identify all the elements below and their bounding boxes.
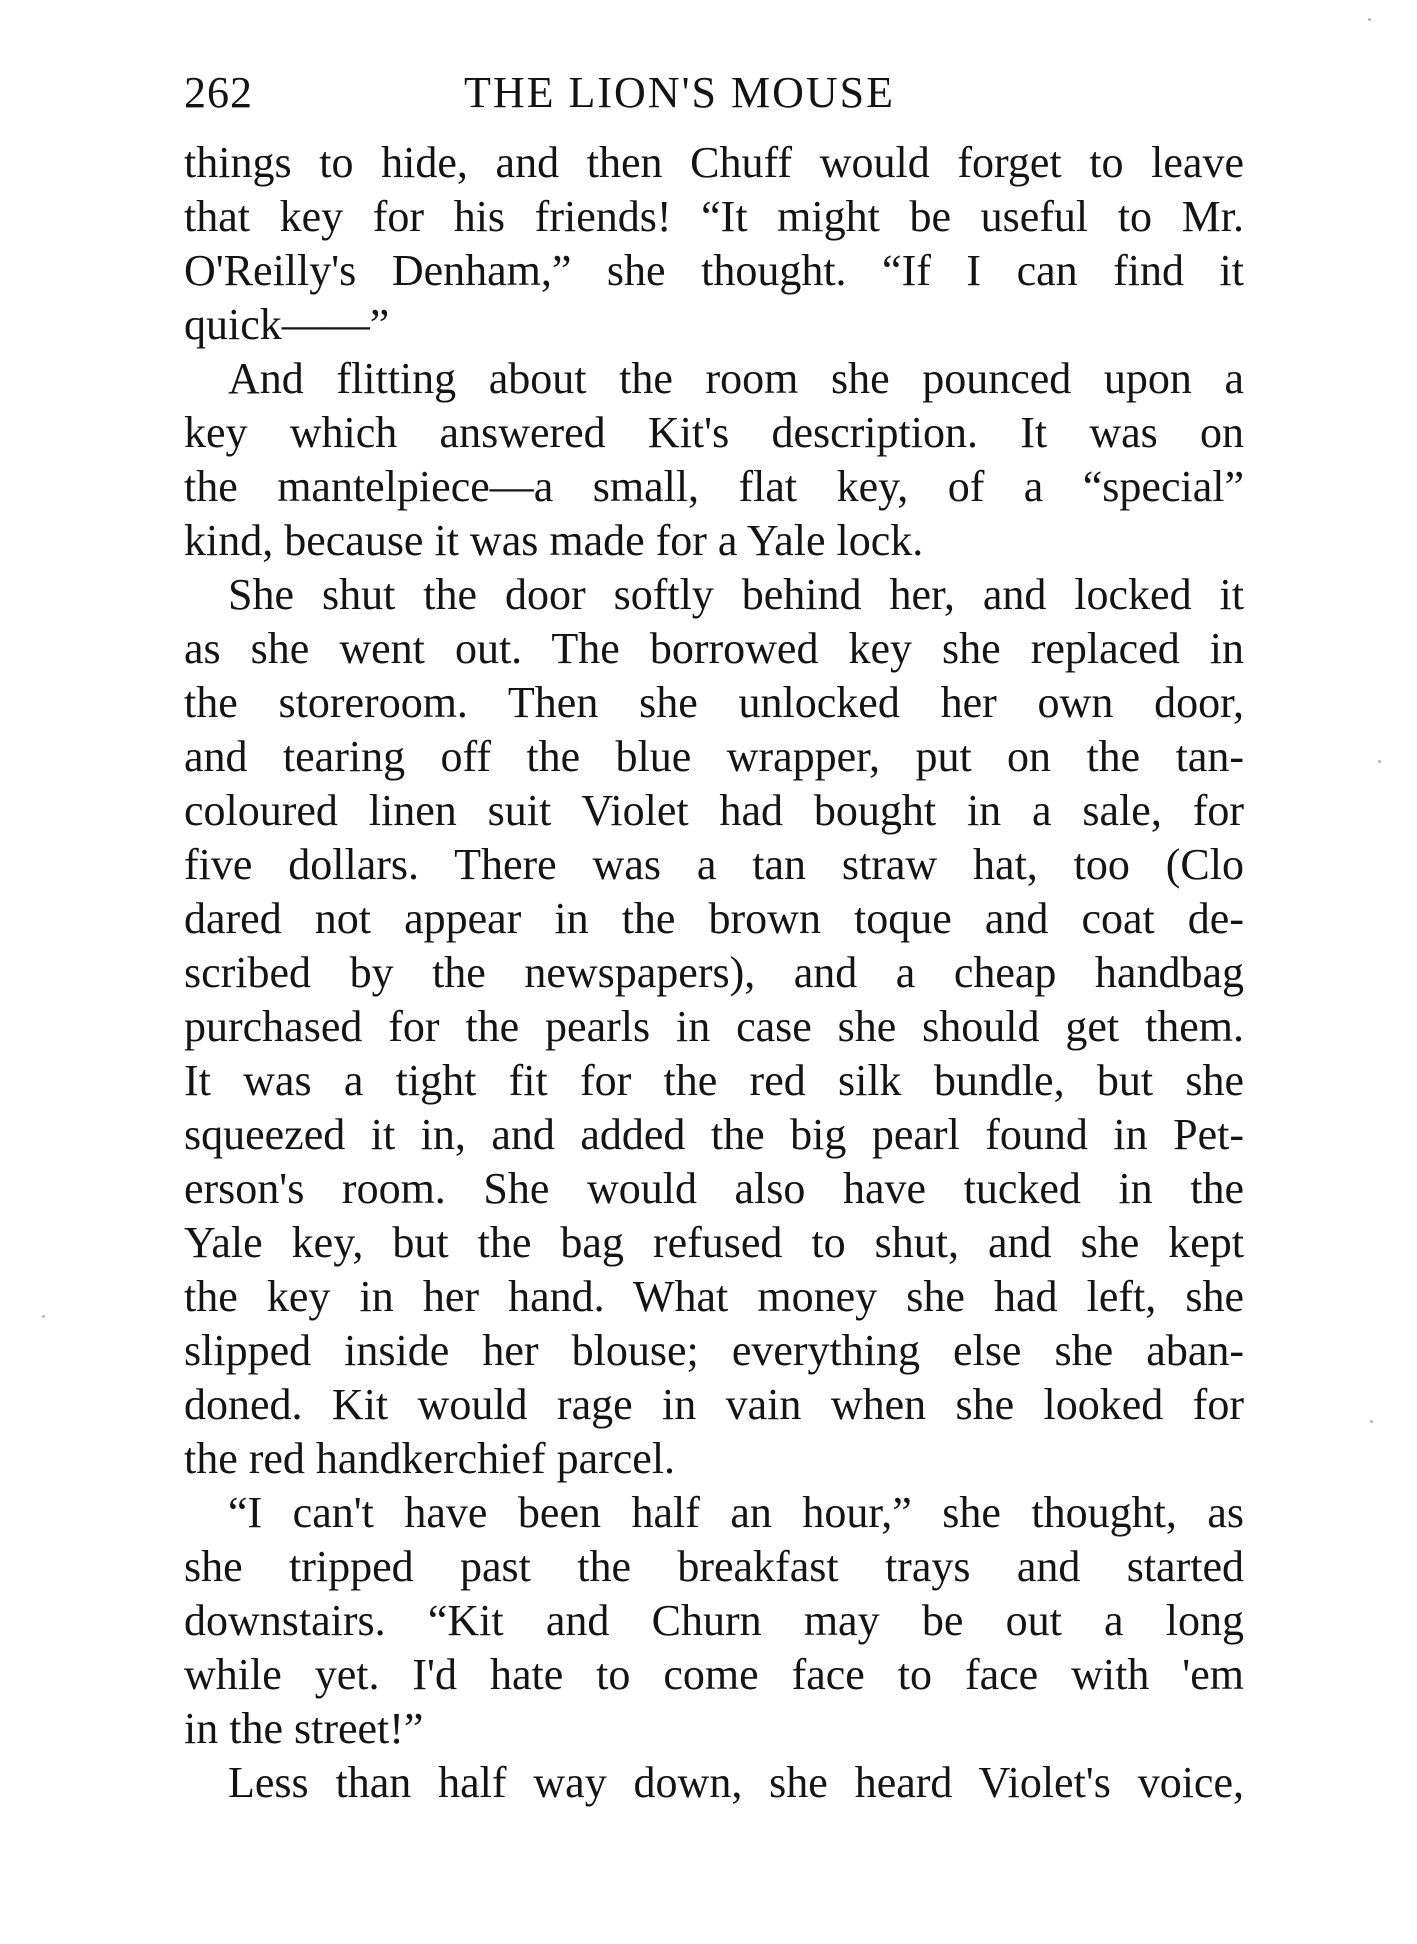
text-line: that key for his friends! “It might be useful to Mr. xyxy=(184,192,1244,241)
text-line: as she went out. The borrowed key she replaced in xyxy=(184,624,1244,673)
text-line: squeezed it in, and added the big pearl found in Pet- xyxy=(184,1110,1244,1159)
paper-speck xyxy=(42,1315,45,1318)
text-line: downstairs. “Kit and Churn may be out a long xyxy=(184,1596,1244,1645)
text-line: doned. Kit would rage in vain when she looked for xyxy=(184,1380,1244,1429)
text-line: Less than half way down, she heard Violet's voice, xyxy=(228,1758,1244,1807)
page-number: 262 xyxy=(184,68,253,117)
text-line: coloured linen suit Violet had bought in a sale, for xyxy=(184,786,1244,835)
page-header xyxy=(184,58,1244,128)
text-line: And flitting about the room she pounced upon a xyxy=(228,354,1244,403)
text-line: five dollars. There was a tan straw hat, too (Clo xyxy=(184,840,1244,889)
text-line: the red handkerchief parcel. xyxy=(184,1434,676,1483)
text-line: Yale key, but the bag refused to shut, and she kept xyxy=(184,1218,1244,1267)
text-line: the storeroom. Then she unlocked her own door, xyxy=(184,678,1244,727)
text-line: slipped inside her blouse; everything else she aban- xyxy=(184,1326,1244,1375)
paper-speck xyxy=(1378,760,1381,763)
text-line: “I can't have been half an hour,” she thought, as xyxy=(228,1488,1244,1537)
text-line: key which answered Kit's description. It was on xyxy=(184,408,1244,457)
text-line: the mantelpiece—a small, flat key, of a “special” xyxy=(184,462,1244,511)
text-line: quick——” xyxy=(184,300,390,349)
text-line: It was a tight fit for the red silk bundle, but she xyxy=(184,1056,1244,1105)
text-line: and tearing off the blue wrapper, put on the tan- xyxy=(184,732,1244,781)
body-text xyxy=(184,136,1244,1810)
text-line: kind, because it was made for a Yale lock. xyxy=(184,516,924,565)
text-line: she tripped past the breakfast trays and started xyxy=(184,1542,1244,1591)
text-line: things to hide, and then Chuff would forget to leave xyxy=(184,138,1244,187)
text-line: while yet. I'd hate to come face to face with 'em xyxy=(184,1650,1244,1699)
paper-speck xyxy=(1368,18,1371,21)
text-line: dared not appear in the brown toque and coat de- xyxy=(184,894,1244,943)
text-line: She shut the door softly behind her, and locked it xyxy=(228,570,1244,619)
text-line: O'Reilly's Denham,” she thought. “If I can find it xyxy=(184,246,1244,295)
text-line: in the street!” xyxy=(184,1704,424,1753)
text-line: the key in her hand. What money she had left, she xyxy=(184,1272,1244,1321)
paper-speck xyxy=(1370,1420,1373,1423)
text-line: scribed by the newspapers), and a cheap handbag xyxy=(184,948,1244,997)
running-title: THE LION'S MOUSE xyxy=(464,68,896,117)
text-line: purchased for the pearls in case she should get them. xyxy=(184,1002,1244,1051)
text-line: erson's room. She would also have tucked in the xyxy=(184,1164,1244,1213)
